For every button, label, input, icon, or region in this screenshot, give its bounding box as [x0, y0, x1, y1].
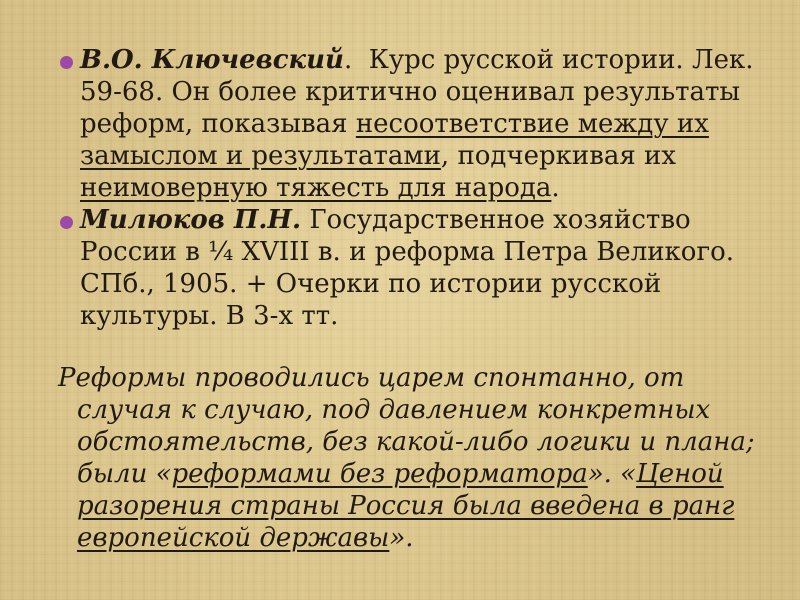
text-line: [77, 522, 782, 554]
text-line: [80, 44, 776, 76]
bullet-icon: [60, 216, 73, 229]
text-segment: замыслом и результатами: [80, 141, 441, 171]
text-line: [80, 108, 776, 140]
text-segment: разорения страны Россия была введена в ранг: [77, 491, 735, 521]
text-segment: .: [551, 173, 560, 203]
text-segment: неимоверную тяжесть для народа: [80, 173, 552, 203]
text-segment: Реформы проводились царем спонтанно, от: [58, 363, 685, 393]
text-segment: культуры. В 3-х тт.: [80, 301, 339, 331]
summary-paragraph: [58, 362, 782, 554]
text-line: [80, 204, 776, 236]
text-segment: были «: [77, 459, 172, 489]
text-segment: несоответствие между их: [355, 109, 709, 139]
bullet-text-klyuchevsky: [80, 44, 776, 204]
text-segment: реформ, показывая: [80, 109, 356, 139]
text-segment: В.О. Ключевский: [80, 45, 344, 75]
text-line: [80, 140, 776, 172]
bullet-icon: [60, 56, 73, 69]
text-line: [77, 490, 782, 522]
text-segment: 59-68. Он более критично оценивал результаты: [80, 77, 741, 107]
text-segment: России в ¼ XVIII в. и реформа Петра Великого.: [80, 237, 734, 267]
text-segment: СПб., 1905. + Очерки по истории русской: [80, 269, 662, 299]
bullet-list: [60, 44, 776, 332]
text-segment: Ценой: [636, 459, 724, 489]
text-line: [80, 76, 776, 108]
text-line: [80, 172, 776, 204]
text-segment: Государственное хозяйство: [301, 205, 691, 235]
text-segment: обстоятельств, без какой-либо логики и плана;: [77, 427, 755, 457]
text-line: [80, 300, 776, 332]
text-line: [77, 458, 782, 490]
text-segment: европейской державы: [77, 523, 390, 553]
text-segment: ».: [389, 523, 414, 553]
text-line: [77, 394, 782, 426]
text-segment: Милюков П.Н.: [80, 205, 302, 235]
text-segment: ». «: [587, 459, 637, 489]
text-line: [58, 362, 782, 394]
bullet-item-klyuchevsky: [60, 44, 776, 204]
text-line: [80, 268, 776, 300]
bullet-text-milyukov: [80, 204, 776, 332]
text-segment: . Курс русской истории. Лек.: [343, 45, 754, 75]
text-segment: , подчеркивая их: [440, 141, 677, 171]
bullet-item-milyukov: [60, 204, 776, 332]
text-segment: случая к случаю, под давлением конкретных: [77, 395, 711, 425]
text-segment: реформами без реформатора: [171, 459, 588, 489]
text-line: [77, 426, 782, 458]
text-line: [80, 236, 776, 268]
